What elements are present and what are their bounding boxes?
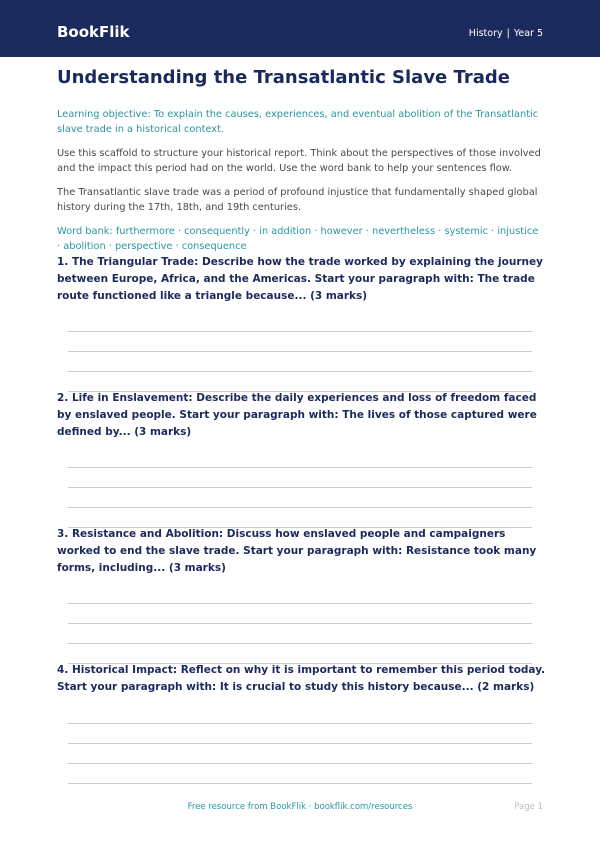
answer-line — [68, 507, 532, 508]
intro-section — [57, 65, 543, 254]
answer-line — [68, 763, 532, 764]
question-3-text: 3. Resistance and Abolition: Discuss how enslaved people and campaigners worked to end the slave trade. Start your paragraph with: Resistance took many forms, including... (3 marks) — [57, 528, 537, 574]
answer-line — [68, 743, 532, 744]
answer-line — [68, 467, 532, 468]
intro-paragraph-2: The Transatlantic slave trade was a period of profound injustice that fundamentally shaped global history during the 17th, 18th, and 19th centuries. — [57, 187, 538, 213]
year-label: Year 5 — [513, 28, 543, 39]
question-3 — [57, 526, 547, 577]
brand-logo[interactable]: BookFlik — [57, 23, 130, 41]
header-meta — [469, 28, 543, 39]
page-title: Understanding the Transatlantic Slave Trade — [57, 67, 510, 88]
answer-line — [68, 643, 532, 644]
question-2 — [57, 390, 547, 441]
answer-line — [68, 723, 532, 724]
page-number: Page 1 — [514, 802, 543, 812]
word-bank: Word bank: furthermore · consequently · in addition · however · nevertheless · systemic · injustice · abolition · perspective · consequence — [57, 226, 539, 252]
answer-line — [68, 487, 532, 488]
question-4-text: 4. Historical Impact: Reflect on why it is important to remember this period today. Start your paragraph with: It is crucial to study this history because... (2 marks) — [57, 664, 546, 693]
meta-separator: | — [506, 28, 510, 39]
question-1 — [57, 254, 547, 305]
question-1-text: 1. The Triangular Trade: Describe how the trade worked by explaining the journey between Europe, Africa, and the Americas. Start your paragraph with: The trade route functioned like a triangle because... (3 marks) — [57, 256, 543, 302]
header-bar — [0, 0, 600, 57]
subject-label: History — [468, 28, 503, 39]
intro-paragraph-1: Use this scaffold to structure your historical report. Think about the perspectives of those involved and the impact this period had on the world. Use the word bank to help your sentences flow. — [57, 148, 541, 174]
learning-objective: Learning objective: To explain the causes, experiences, and eventual abolition of the Transatlantic slave trade in a historical context. — [57, 109, 539, 135]
answer-line — [68, 623, 532, 624]
answer-line — [68, 331, 532, 332]
answer-line — [68, 783, 532, 784]
answer-line — [68, 351, 532, 352]
answer-line — [68, 371, 532, 372]
footer-link[interactable]: Free resource from BookFlik · bookflik.com/resources — [187, 802, 413, 812]
answer-line — [68, 603, 532, 604]
question-4 — [57, 662, 547, 696]
page-footer — [0, 802, 600, 814]
question-2-text: 2. Life in Enslavement: Describe the daily experiences and loss of freedom faced by enslaved people. Start your paragraph with: The lives of those captured were defined by... (3 marks) — [57, 392, 537, 438]
